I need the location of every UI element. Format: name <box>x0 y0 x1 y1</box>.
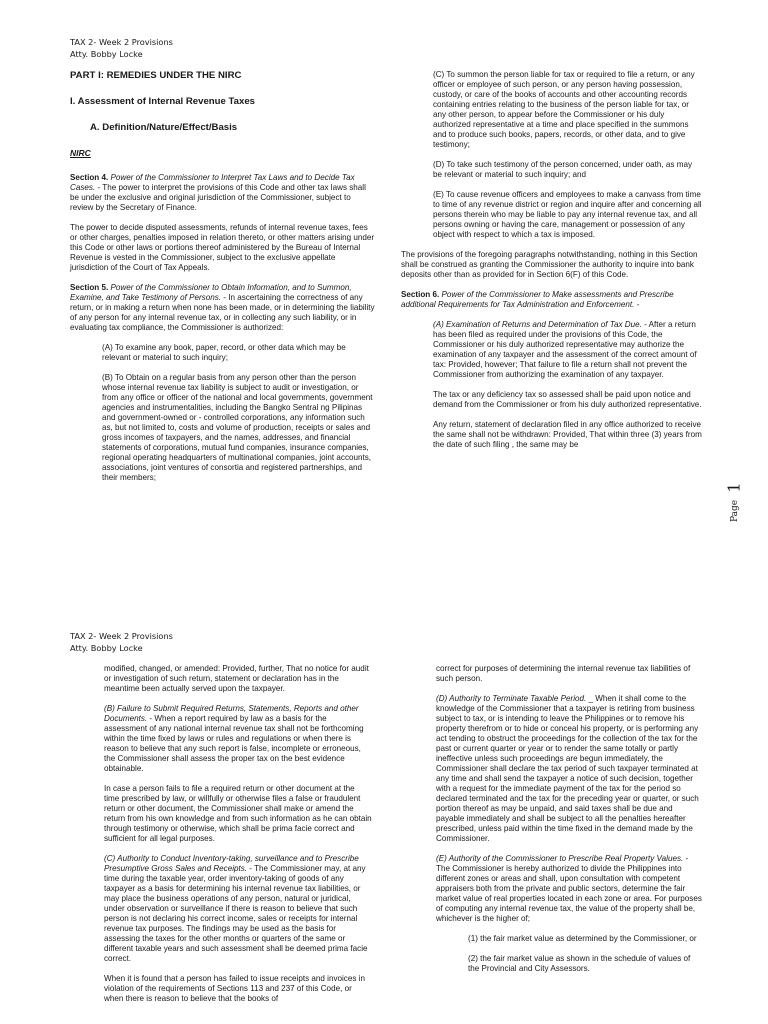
item-d-body: _ When it shall come to the knowledge of the Commissioner that a taxpayer is retiring from business subject to tax, or is intending to leave the Philippines or to remove his property therefrom or to hide or conceal his property, or is performing any act tending to obstruct the proceedings for the collection of the tax for the past or current quarter or year or to render the same totally or partly ineffective unless such proceedings are begun immediately, the Commissioner shall declare the tax period of such taxpayer terminated at any time and shall send the taxpayer a notice of such decision, together with a request for the immediate payment of the tax for the period so declared terminated and the tax for the preceding year or quarter, or such portion thereof as may be unpaid, and said taxes shall be due and payable immediately and shall be subject to all the penalties hereafter prescribed, unless paid within the time fixed in the demand made by the Commissioner. <box>436 694 699 843</box>
item-d-paragraph <box>436 694 703 844</box>
section-6-item-a-body: - After a return has been filed as required under the provisions of this Code, the Commissioner or his duly authorized representative may authorize the examination of any taxpayer and the assessment of the correct amount of tax: Provided, however; That failure to file a return shall not prevent the Commissioner from authorizing the examination of any taxpayer. <box>433 320 697 379</box>
section-title: I. Assessment of Internal Revenue Taxes <box>70 96 256 107</box>
section-4-label: Section 4. <box>70 173 109 182</box>
section-6-title: Power of the Commissioner to Make assessments and Prescribe additional Requirements for Tax Administration and Enforcement. - <box>401 290 674 309</box>
item-c-paragraph <box>104 854 372 964</box>
item-e-title: (E) Authority of the Commissioner to Prescribe Real Property Values. <box>436 854 684 863</box>
item-e-body: - The Commissioner is hereby authorized to divide the Philippines into different zones or areas and shall, upon consultation with competent appraisers both from the private and public sectors, determine the fair market value of real properties located in each zone or area. For purposes of computing any internal revenue tax, the value of the property shall be, whichever is the higher of; <box>436 854 702 923</box>
section-4-paragraph-2: The power to decide disputed assessments, refunds of internal revenue taxes, fees or other charges, penalties imposed in relation thereto, or other matters arising under this Code or other laws or portions thereof administered by the Bureau of Internal Revenue is vested in the Commissioner, subject to the exclusive appellate jurisdiction of the Court of Tax Appeals. <box>70 223 375 272</box>
item-e-option-2: (2) the fair market value as shown in the schedule of values of the Provincial and City Assessors. <box>468 954 691 973</box>
section-6-item-a-paragraph-3: Any return, statement of declaration filed in any office authorized to receive the same shall not be withdrawn: Provided, That within three (3) years from the date of such filing , the same may be <box>433 420 702 449</box>
nirc-label: NIRC <box>70 148 91 158</box>
item-c-body: - The Commissioner may, at any time during the taxable year, order inventory-taking of goods of any taxpayer as a basis for determining his internal revenue tax liabilities, or may place the business operations of any person, natural or juridical, under observation or surveillance if there is reason to believe that such person is not declaring his correct income, sales or receipts for internal revenue tax purposes. The findings may be used as the basis for assessing the taxes for the other months or quarters of the same or different taxable years and such assessment shall be deemed prima facie correct. <box>104 864 368 963</box>
document-page-2 <box>0 626 768 1024</box>
section-6-label: Section 6. <box>401 290 440 299</box>
item-b-paragraph-2: In case a person fails to file a required return or other document at the time prescribed by law, or willfully or otherwise files a false or fraudulent return or other document, the Commissioner shall make or amend the return from his own knowledge and from such information as he can obtain through testimony or otherwise, which shall be prima facie correct and sufficient for all legal purposes. <box>104 784 372 843</box>
item-b-body: - When a report required by law as a basis for the assessment of any national internal revenue tax shall not be forthcoming within the time fixed by laws or rules and regulations or when there is reason to believe that any such report is false, incomplete or erroneous, the Commissioner shall assess the proper tax on the best evidence obtainable. <box>104 714 364 773</box>
section-6-item-a <box>401 320 703 380</box>
item-c-title: (C) Authority to Conduct Inventory-taking, surveillance and to Prescribe Presumptive Gross Sales and Receipts. <box>104 854 359 873</box>
section-5-item-c: (C) To summon the person liable for tax or required to file a return, or any officer or employee of such person, or any person having possession, custody, or care of the books of accounts and other accounting records containing entries relating to the business of the person liable for tax, or any other person, to appear before the Commissioner or his duly authorized representative at a time and place specified in the summons and to produce such books, papers, records, or other data, and to give testimony; <box>433 70 695 149</box>
section-4-body: - The power to interpret the provisions of this Code and other tax laws shall be under the exclusive and original jurisdiction of the Commissioner, subject to review by the Secretary of Finance. <box>70 183 366 212</box>
section-5-paragraph <box>70 283 375 333</box>
section-5-title: Power of the Commissioner to Obtain Information, and to Summon, Examine, and Take Testimony of Persons. <box>70 283 352 302</box>
item-c-paragraph-2: When it is found that a person has failed to issue receipts and invoices in violation of the requirements of Sections 113 and 237 of this Code, or when there is reason to believe that the books of <box>104 974 365 1003</box>
section-6-item-a-title: (A) Examination of Returns and Determination of Tax Due. <box>433 320 642 329</box>
section-5-item-b: (B) To Obtain on a regular basis from any person other than the person whose internal revenue tax liability is subject to audit or investigation, or from any office or officer of the national and local governments, government agencies and instrumentalities, including the Bangko Sentral ng Pilipinas and government-owned or - controlled corporations, any information such as, but not limited to, costs and volume of production, receipts or sales and gross incomes of taxpayers, and the names, addresses, and financial statements of corporations, mutual fund companies, insurance companies, regional operating headquarters of multinational companies, joint accounts, associations, joint ventures of consortia and registered partnerships, and their members; <box>102 373 373 482</box>
section-5-item-a: (A) To examine any book, paper, record, or other data which may be relevant or material to such inquiry; <box>102 343 346 362</box>
page-word: Page <box>730 499 740 522</box>
item-b-title: (B) Failure to Submit Required Returns, Statements, Reports and other Documents. <box>104 704 359 723</box>
section-4-title: Power of the Commissioner to Interpret Tax Laws and to Decide Tax Cases. <box>70 173 355 192</box>
item-e-paragraph <box>436 854 703 924</box>
item-e-option-1: (1) the fair market value as determined by the Commissioner, or <box>468 934 697 943</box>
page-number-marker <box>724 478 746 528</box>
header-course: TAX 2- Week 2 Provisions <box>70 37 173 47</box>
correct-paragraph: correct for purposes of determining the internal revenue tax liabilities of such person. <box>436 664 691 683</box>
section-4-paragraph <box>70 173 375 213</box>
section-6-paragraph <box>401 290 703 310</box>
section-5-item-d: (D) To take such testimony of the person concerned, under oath, as may be relevant or material to such inquiry; and <box>433 160 692 179</box>
page-number: 1 <box>724 482 744 493</box>
section-5-tail: The provisions of the foregoing paragraphs notwithstanding, nothing in this Section shall be construed as granting the Commissioner the authority to inquire into bank deposits other than as provided for in Section 6(F) of this Code. <box>401 250 698 279</box>
section-5-body: - In ascertaining the correctness of any return, or in making a return when none has been made, or in determining the liability of any person for any internal revenue tax, or in collecting any such liability, or in evaluating tax compliance, the Commissioner is authorized: <box>70 293 375 332</box>
item-b-paragraph <box>104 704 372 774</box>
header-author: Atty. Bobby Locke <box>70 49 143 59</box>
left-column <box>70 70 375 493</box>
right-column <box>436 664 703 984</box>
left-column <box>104 664 372 1014</box>
section-5-label: Section 5. <box>70 283 109 292</box>
section-6-item-a-paragraph-2: The tax or any deficiency tax so assessed shall be paid upon notice and demand from the Commissioner or from his duly authorized representative. <box>433 390 702 409</box>
item-d-title: (D) Authority to Terminate Taxable Period. <box>436 694 587 703</box>
part-title: PART I: REMEDIES UNDER THE NIRC <box>70 70 242 81</box>
header-author: Atty. Bobby Locke <box>70 643 143 653</box>
section-5-item-e: (E) To cause revenue officers and employees to make a canvass from time to time of any revenue district or region and inquire after and concerning all persons therein who may be liable to pay any internal revenue tax, and all persons owning or having the care, management or possession of any object with respect to which a tax is imposed. <box>433 190 702 239</box>
right-column <box>401 70 703 460</box>
page-header <box>70 630 173 654</box>
subsection-title: A. Definition/Nature/Effect/Basis <box>90 122 238 133</box>
amendment-paragraph: modified, changed, or amended: Provided, further, That no notice for audit or investigation of such return, statement or declaration has in the meantime been actually served upon the taxpayer. <box>104 664 369 693</box>
header-course: TAX 2- Week 2 Provisions <box>70 631 173 641</box>
page-header <box>70 36 173 60</box>
